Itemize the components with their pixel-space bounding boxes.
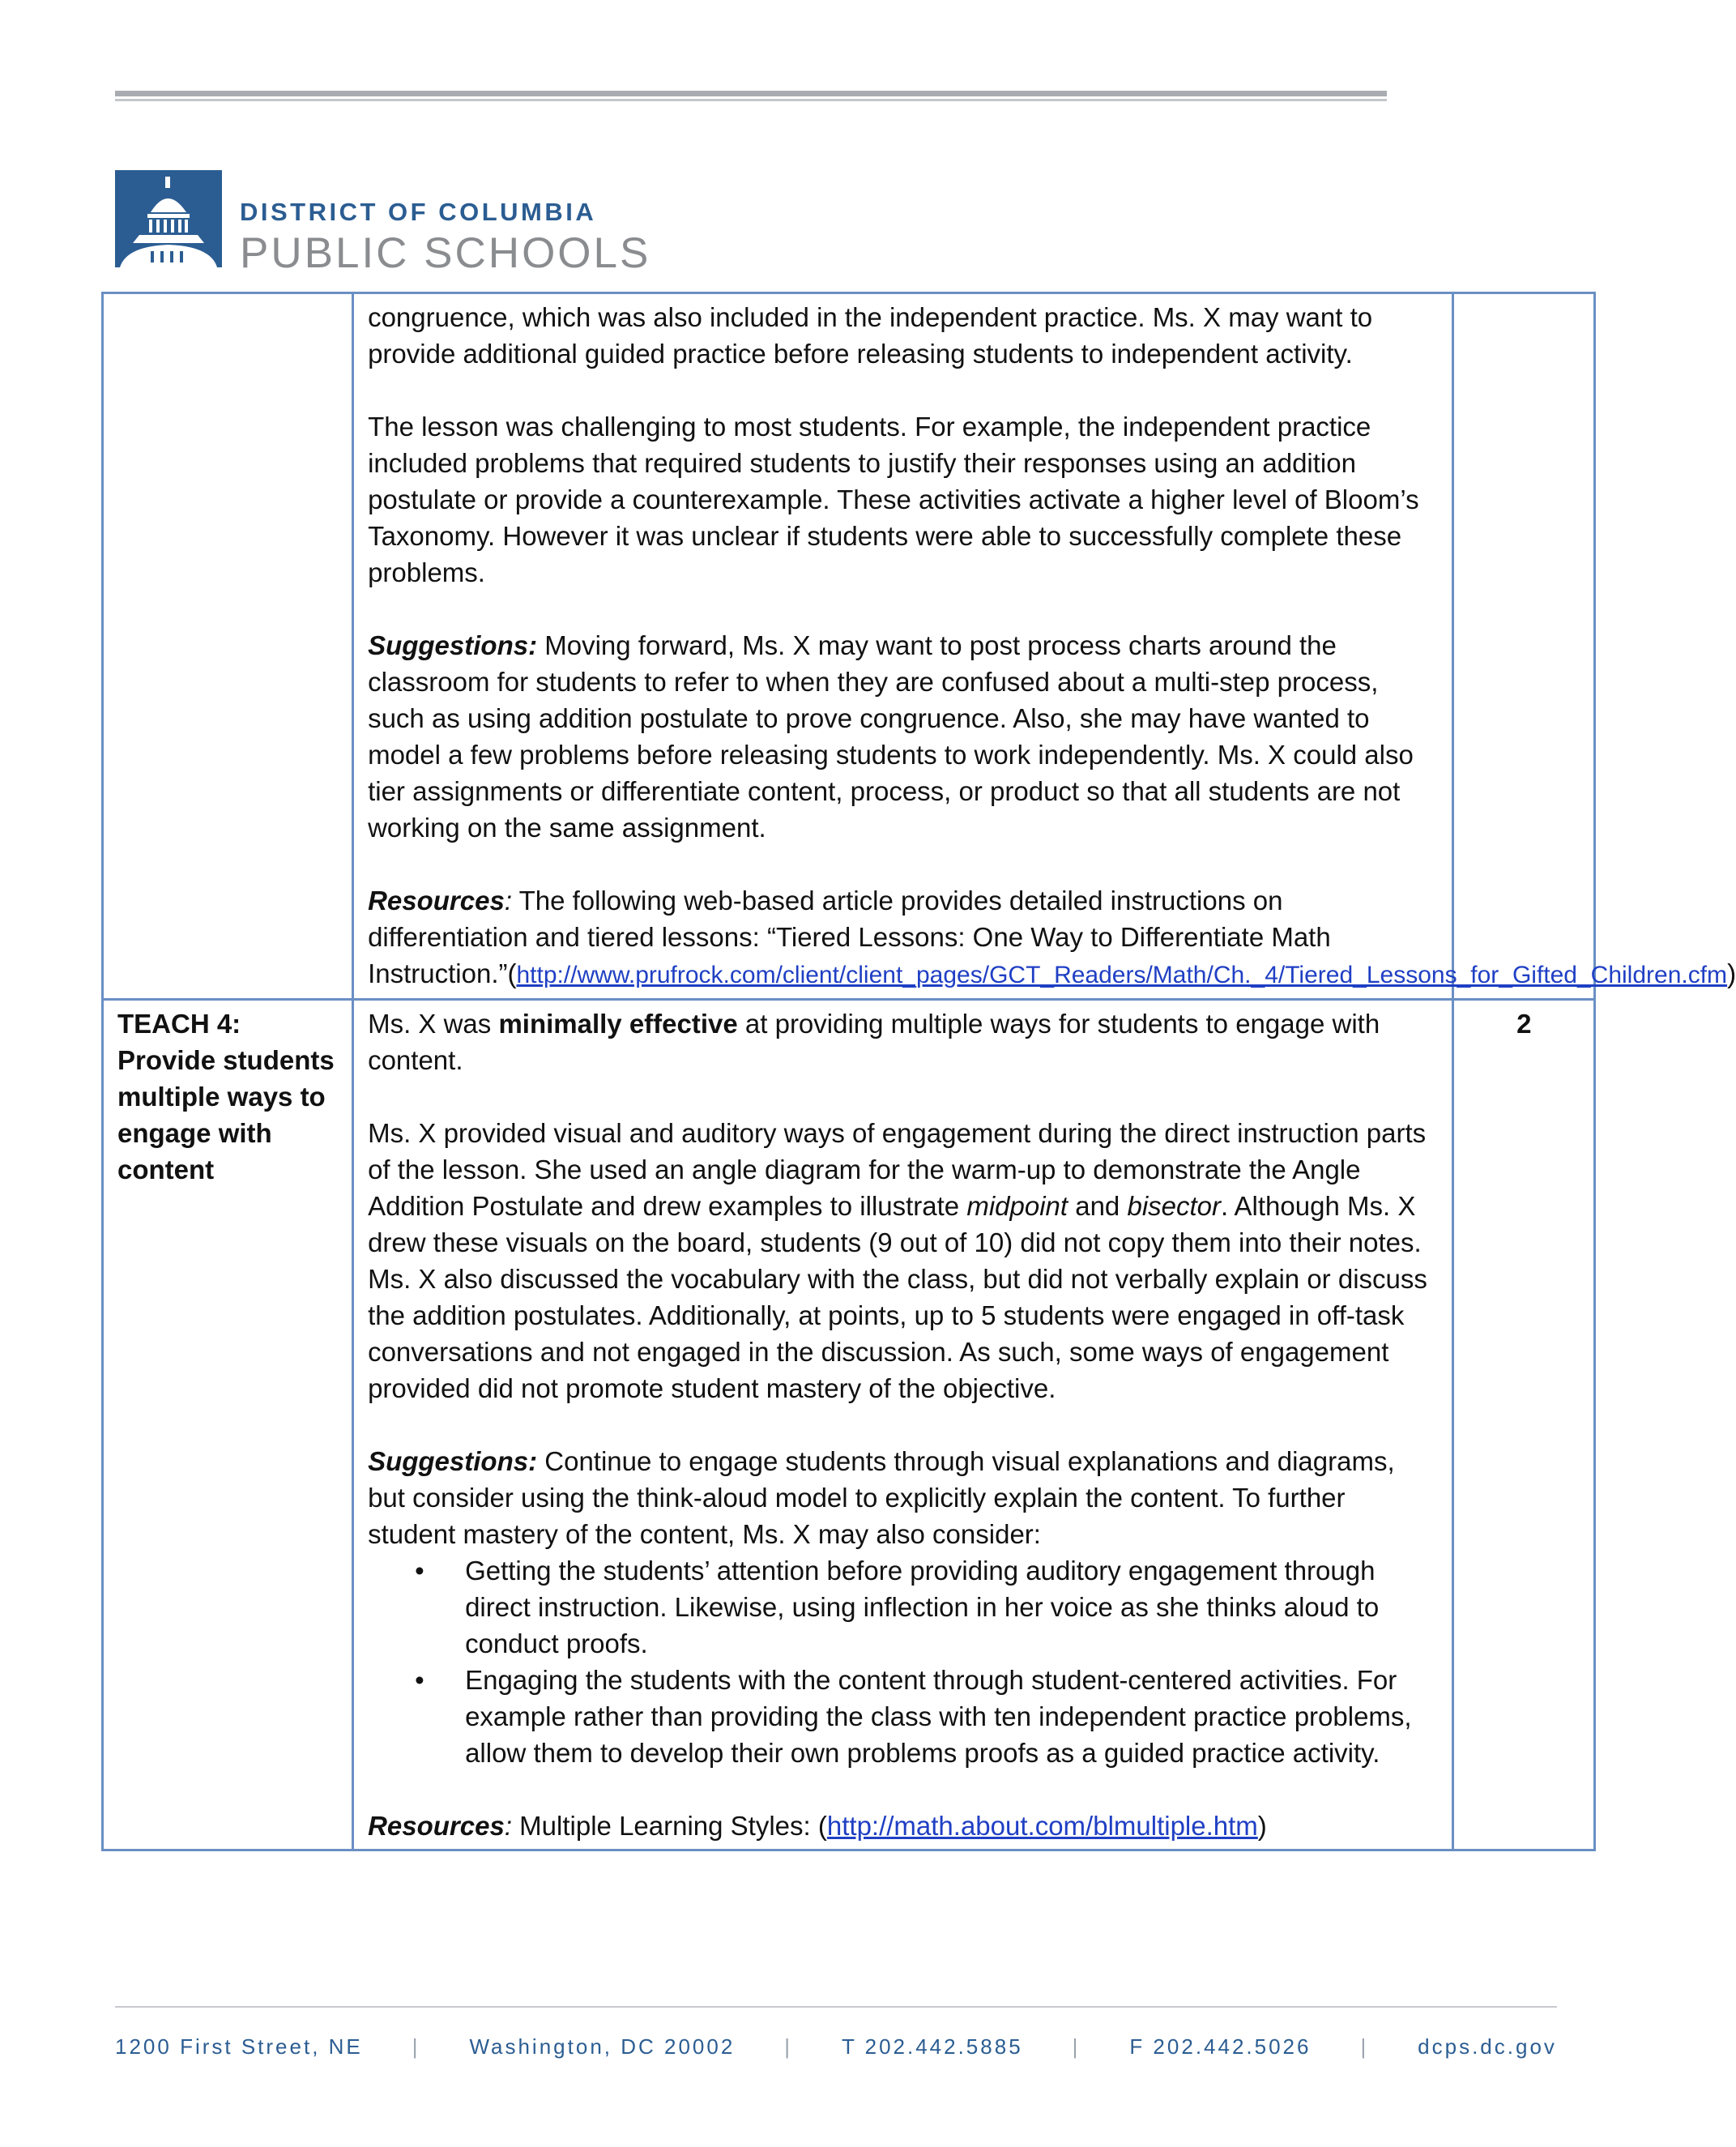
footer-separator: | [1072,2034,1081,2059]
evidence-paragraph: Ms. X provided visual and auditory ways of engagement during the direct instruction parts of the lesson. She used an angle diagram for the warm-up to demonstrate the Angle Addition Postulate and drew examples to illustrate midpoint and bisector. Although Ms. X drew these visuals on the board, students (9 out of 10) did not copy them into their notes. Ms. X also discussed the vocabulary with the class, but did not verbally explain or discuss the addition postulates. Additionally, at points, up to 5 students were engaged in off-task conversations and not engaged in the discussion. As such, some ways of engagement provided did not promote student mastery of the objective. [368,1118,1427,1403]
capitol-dome-icon [115,170,222,267]
list-item: • Getting the students’ attention before providing auditory engagement through direct instruction. Likewise, using inflection in her voice as she thinks aloud to conduct proofs. [465,1552,1438,1662]
resources-paragraph: Resources: Multiple Learning Styles: (http://math.about.com/blmultiple.htm) [368,1811,1267,1841]
footer-separator: | [412,2034,420,2059]
resources-label: Resources [368,886,505,916]
footer-fax: F 202.442.5026 [1129,2034,1312,2059]
evidence-paragraph: The lesson was challenging to most students. For example, the independent practice included problems that required students to justify their responses using an addition postulate or provide a counterexample. These activities activate a higher level of Bloom’s Taxonomy. However it was unclear if students were able to successfully complete these problems. [368,412,1419,587]
top-rule-thin [115,99,1387,101]
standard-title: Provide students multiple ways to engage with content [117,1045,335,1184]
bullet-icon: • [415,1556,424,1586]
rating-paragraph: Ms. X was minimally effective at providing multiple ways for students to engage with content. [368,1009,1380,1075]
list-item: • Engaging the students with the content through student-centered activities. For example rather than providing the class with ten independent practice problems, allow them to develop their own problems proofs as a guided practice activity. [465,1662,1438,1771]
standard-cell-empty [103,293,353,1000]
prufrock-link[interactable]: http://www.prufrock.com/client/client_pages/GCT_Readers/Math/Ch._4/Tiered_Lessons_for_Gifted_Children.cfm [516,962,1728,988]
rubric-table [101,292,1736,1851]
footer-separator: | [1360,2034,1369,2059]
resources-label: Resources [368,1811,505,1841]
evidence-cell [353,1000,1452,1850]
table-row [103,1000,1595,1850]
resources-paragraph: Resources: The following web-based article provides detailed instructions on differentiation and tiered lessons: “Tiered Lessons: One Way to Differentiate Math Instruction.”(http://www.prufrock.com/client/client_pages/GCT_Readers/Math/Ch._4/Tiered_Lessons_for_Gifted_Children.cfm) [368,886,1736,988]
suggestions-list [368,1552,1438,1771]
evidence-paragraph: congruence, which was also included in the independent practice. Ms. X may want to provide additional guided practice before releasing students to independent activity. [368,302,1373,369]
logo-district-text: DISTRICT OF COLUMBIA [240,198,597,226]
top-rule [115,91,1387,96]
table-row [103,293,1595,1000]
footer-rule [115,2006,1557,2008]
standard-code: TEACH 4: [117,1009,241,1039]
standard-label-cell [103,1000,353,1850]
footer-address: 1200 First Street, NE [115,2034,363,2059]
dcps-logo [115,170,651,277]
bullet-icon: • [415,1665,424,1695]
rating-text: minimally effective [498,1009,738,1039]
suggestions-paragraph: Suggestions: Continue to engage students through visual explanations and diagrams, but consider using the think-aloud model to explicitly explain the content. To further student mastery of the content, Ms. X may also consider: [368,1446,1395,1549]
footer [115,2034,1557,2059]
score-cell: 2 [1452,1000,1594,1850]
footer-city: Washington, DC 20002 [469,2034,736,2059]
suggestions-label: Suggestions: [368,1446,538,1476]
math-about-link[interactable]: http://math.about.com/blmultiple.htm [826,1811,1258,1841]
logo-schools-text: PUBLIC SCHOOLS [240,229,651,277]
footer-website[interactable]: dcps.dc.gov [1418,2034,1557,2059]
evidence-cell [353,293,1736,1000]
footer-separator: | [784,2034,793,2059]
score-cell-empty [1452,293,1594,1000]
footer-phone: T 202.442.5885 [841,2034,1023,2059]
suggestions-label: Suggestions: [368,630,538,660]
suggestions-paragraph: Suggestions: Moving forward, Ms. X may want to post process charts around the classroom for students to refer to when they are confused about a multi-step process, such as using addition postulate to prove congruence. Also, she may have wanted to model a few problems before releasing students to work independently. Ms. X could also tier assignments or differentiate content, process, or product so that all students are not working on the same assignment. [368,630,1414,843]
